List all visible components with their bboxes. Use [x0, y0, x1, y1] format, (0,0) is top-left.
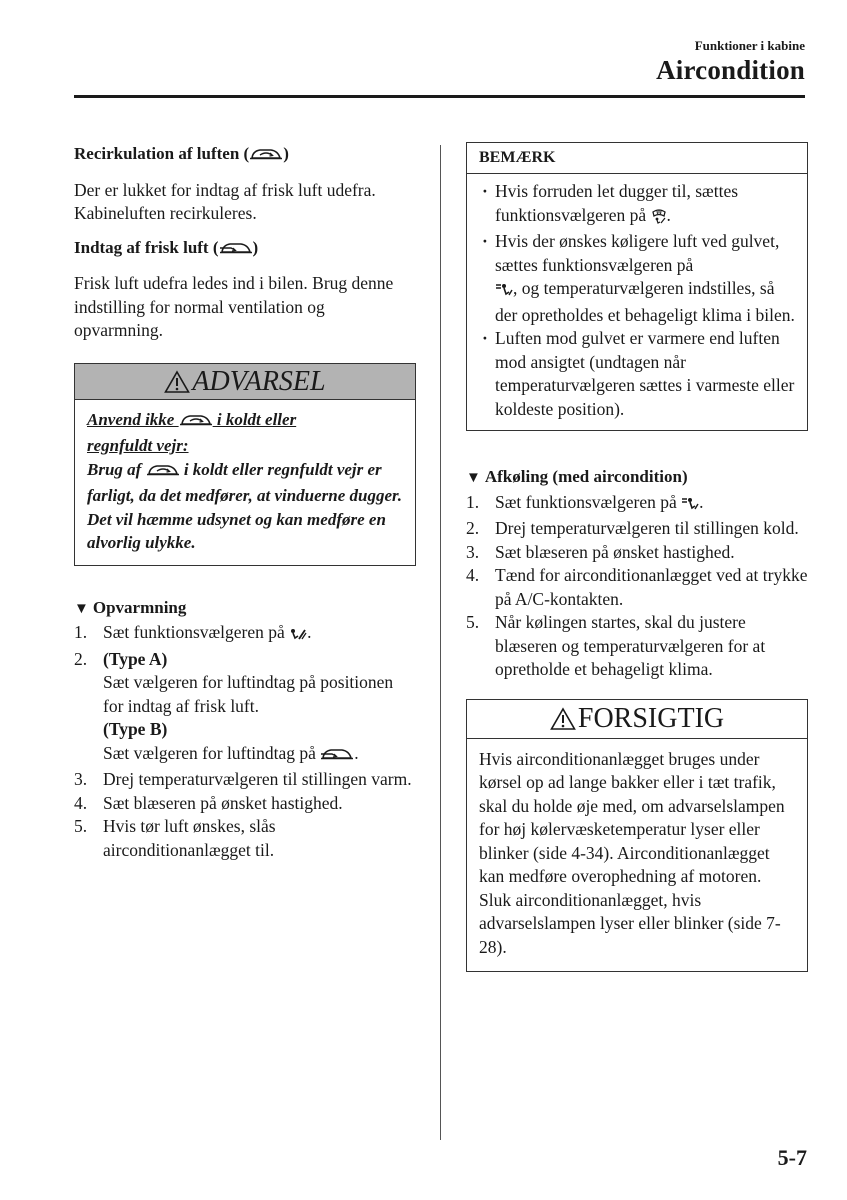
step-number: 3.	[74, 769, 88, 789]
type-a-label: (Type A)	[103, 648, 168, 669]
caution-box	[466, 699, 808, 973]
warning-title: ADVARSEL	[192, 365, 326, 397]
note-text: Hvis der ønskes køligere luft ved gulvet, sættes funktionsvælgeren på	[495, 231, 780, 275]
face-floor-vent-icon	[495, 280, 513, 304]
warning-line-1	[87, 408, 405, 435]
note-box	[466, 142, 808, 431]
face-floor-vent-icon	[681, 494, 699, 518]
list-item	[74, 621, 416, 648]
list-item	[74, 768, 416, 792]
caution-body: Hvis airconditionanlægget bruges under kørsel op ad lange bakker eller i tæt trafik, skal du holde øje med, om advarselslampen for høj kølervæsketemperatur lyser eller blinker (side 4-34). Airconditionanlægget kan medføre overophedning af motoren. Sluk airconditionanlægget, hvis advarselslampen lyser eller blinker (side 7-28).	[479, 748, 785, 957]
warning-triangle-icon	[550, 707, 576, 731]
step-text: Tænd for airconditionanlægget ved at trykke på A/C-kontakten.	[495, 565, 808, 609]
list-item	[466, 517, 808, 541]
step-number: 1.	[74, 622, 88, 642]
warning-body	[75, 400, 415, 565]
warning-line-2: regnfuldt vejr:	[87, 436, 189, 455]
step-text-end: .	[307, 622, 312, 642]
fresh-air-heading-close: )	[252, 237, 259, 257]
list-item	[74, 792, 416, 816]
car-recirculate-icon	[146, 461, 180, 485]
warning-line-1-a: Anvend ikke	[87, 409, 179, 429]
warning-header	[75, 364, 415, 400]
fresh-air-heading-text: Indtag af frisk luft (	[74, 237, 219, 257]
step-number: 3.	[466, 541, 480, 562]
list-item	[466, 541, 808, 565]
heating-steps	[74, 621, 416, 862]
warning-line-3	[87, 458, 405, 555]
heating-title: Opvarmning	[92, 597, 187, 617]
defrost-floor-icon	[651, 207, 667, 231]
note-text: Luften mod gulvet er varmere end luften mod ansigtet (undtagen når temperaturvælgeren sættes i varmeste eller koldeste position).	[495, 328, 795, 419]
list-item	[466, 564, 808, 611]
step-text-end: .	[699, 491, 704, 512]
warning-line-3-a: Brug af	[87, 459, 146, 479]
list-item	[481, 180, 797, 230]
step-text: Sæt blæseren på ønsket hastighed.	[103, 792, 343, 813]
step-number: 1.	[466, 491, 480, 512]
list-item	[466, 611, 808, 682]
type-b-label: (Type B)	[103, 719, 168, 739]
fresh-air-heading	[74, 236, 416, 263]
note-title: BEMÆRK	[467, 143, 807, 174]
step-text: Sæt funktionsvælgeren på	[495, 491, 682, 512]
cooling-title: Afkøling (med aircondition)	[484, 467, 688, 486]
recirculation-heading	[74, 142, 416, 169]
warning-triangle-icon	[164, 370, 190, 394]
car-recirculate-icon	[249, 145, 283, 169]
header-rule	[74, 95, 805, 98]
step-number: 5.	[74, 816, 88, 836]
step-number: 2.	[74, 648, 88, 669]
note-text-end: .	[666, 204, 671, 225]
page-title: Aircondition	[656, 55, 805, 85]
recirculation-heading-text: Recirkulation af luften (	[74, 144, 250, 163]
right-column	[466, 142, 808, 972]
car-fresh-air-icon	[219, 239, 253, 263]
note-text: Hvis forruden let dugger til, sættes funktionsvælgeren på	[495, 181, 739, 225]
caution-title: FORSIGTIG	[577, 702, 725, 734]
warning-line-1-b: i koldt eller	[212, 409, 297, 429]
note-list	[467, 174, 807, 430]
warning-box	[74, 363, 416, 566]
step-number: 5.	[466, 612, 480, 632]
step-text: Drej temperaturvælgeren til stillingen varm.	[103, 769, 412, 789]
warning-line-3-b: i koldt eller regnfuldt vejr er farligt, da det medfører, at vinduerne dugger. Det vil hæmme udsynet og kan medføre en alvorlig ulykke.	[87, 459, 402, 552]
step-text: Når kølingen startes, skal du justere blæseren og temperaturvælgeren for at opretholde et behageligt klima.	[495, 612, 766, 679]
step-text: Sæt vælgeren for luftindtag på	[103, 742, 321, 763]
step-number: 4.	[74, 792, 88, 813]
step-text: Sæt funktionsvælgeren på	[103, 622, 290, 642]
step-text: Drej temperaturvælgeren til stillingen kold.	[495, 518, 799, 538]
note-text-end: , og temperaturvælgeren indstilles, så der opretholdes et behageligt klima i bilen.	[495, 278, 795, 325]
car-recirculate-icon	[179, 411, 213, 435]
step-text: Sæt blæseren på ønsket hastighed.	[495, 541, 735, 562]
left-column	[74, 142, 416, 862]
triangle-down-icon: ▼	[466, 470, 481, 486]
page-number: 5-7	[777, 1145, 807, 1170]
step-text: Sæt vælgeren for luftindtag på positionen for indtag af frisk luft.	[103, 672, 394, 716]
step-text: Hvis tør luft ønskes, slås airconditionanlægget til.	[103, 816, 276, 860]
step-number: 2.	[466, 518, 480, 538]
step-number: 4.	[466, 565, 480, 585]
triangle-down-icon: ▼	[74, 600, 89, 617]
list-item	[74, 648, 416, 769]
section-label: Funktioner i kabine	[694, 38, 805, 53]
car-fresh-air-icon	[320, 745, 354, 769]
cooling-steps	[466, 491, 808, 682]
recirculation-heading-close: )	[283, 144, 289, 163]
recirculation-text: Der er lukket for indtag af frisk luft udefra. Kabineluften recirkuleres.	[74, 179, 376, 223]
fresh-air-text: Frisk luft udefra ledes ind i bilen. Brug denne indstilling for normal ventilation og opvarmning.	[74, 273, 394, 340]
step-text-end: .	[354, 742, 359, 763]
list-item	[466, 491, 808, 518]
list-item	[481, 230, 797, 327]
floor-vent-icon	[289, 624, 307, 648]
list-item	[74, 815, 416, 862]
column-divider	[440, 145, 441, 1140]
cooling-heading	[466, 465, 808, 491]
list-item	[481, 327, 797, 421]
caution-header	[467, 700, 807, 739]
heating-heading	[74, 596, 416, 622]
